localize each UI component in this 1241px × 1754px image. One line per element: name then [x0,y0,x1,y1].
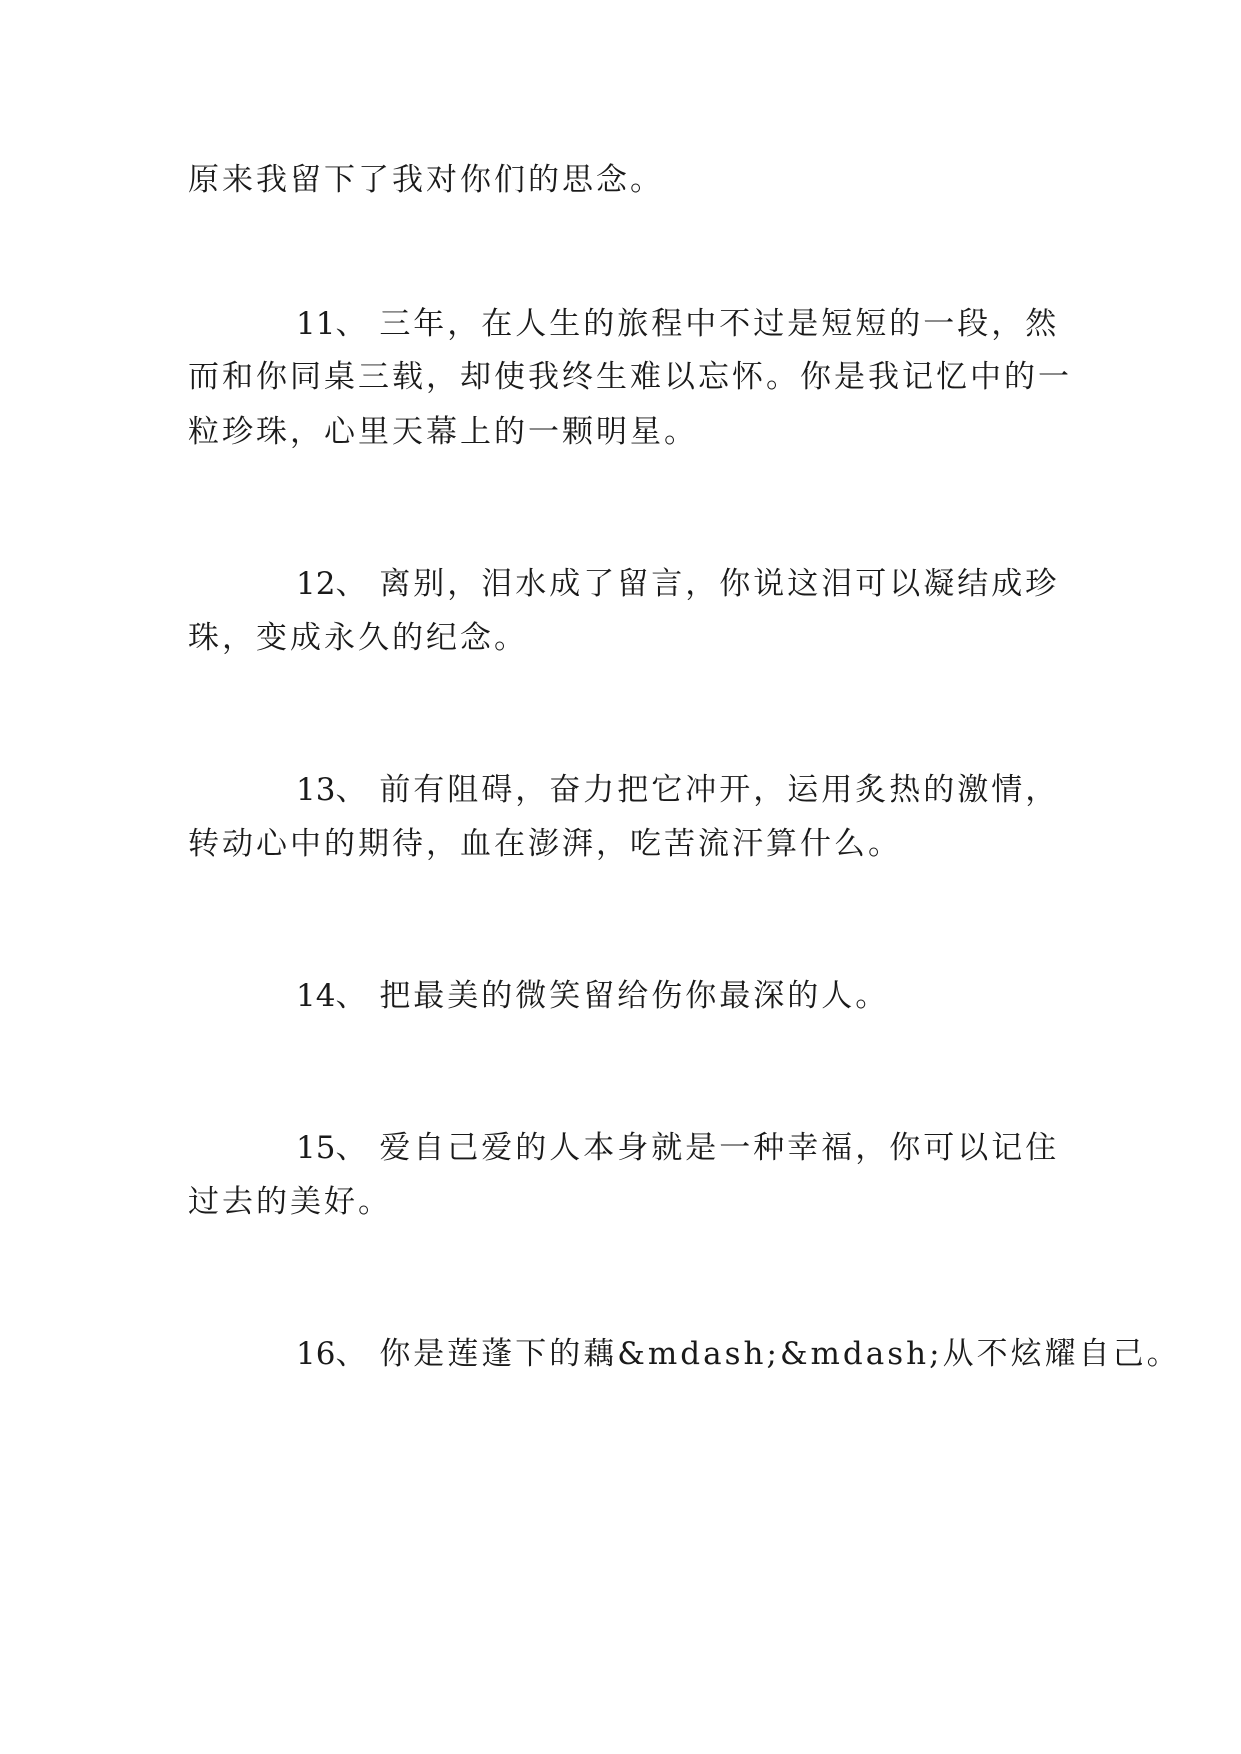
text-line: 原来我留下了我对你们的思念。 [188,162,664,198]
item-12-line-2: 珠，变成永久的纪念。 [188,620,528,656]
item-15-line-1: 15、 爱自己爱的人本身就是一种幸福，你可以记住 [296,1130,1060,1166]
item-12-line-1: 12、 离别，泪水成了留言，你说这泪可以凝结成珍 [296,566,1060,602]
item-number: 16、 [296,1336,367,1372]
item-number: 11、 [296,306,367,342]
item-15-line-2: 过去的美好。 [188,1184,392,1220]
item-11-line-3: 粒珍珠，心里天幕上的一颗明星。 [188,414,698,450]
item-13-line-2: 转动心中的期待，血在澎湃，吃苦流汗算什么。 [188,826,902,862]
item-13-line-1: 13、 前有阻碍，奋力把它冲开，运用炙热的激情， [296,772,1060,808]
item-number: 14、 [296,978,367,1014]
item-number: 13、 [296,772,367,808]
item-14-line-1: 14、 把最美的微笑留给伤你最深的人。 [296,978,890,1014]
item-16-line-1: 16、 你是莲蓬下的藕&mdash;&mdash;从不炫耀自己。 [296,1336,1181,1372]
item-11-line-1: 11、 三年，在人生的旅程中不过是短短的一段，然 [296,306,1060,342]
item-number: 15、 [296,1130,367,1166]
item-11-line-2: 而和你同桌三载，却使我终生难以忘怀。你是我记忆中的一 [188,359,1072,395]
item-number: 12、 [296,566,367,602]
